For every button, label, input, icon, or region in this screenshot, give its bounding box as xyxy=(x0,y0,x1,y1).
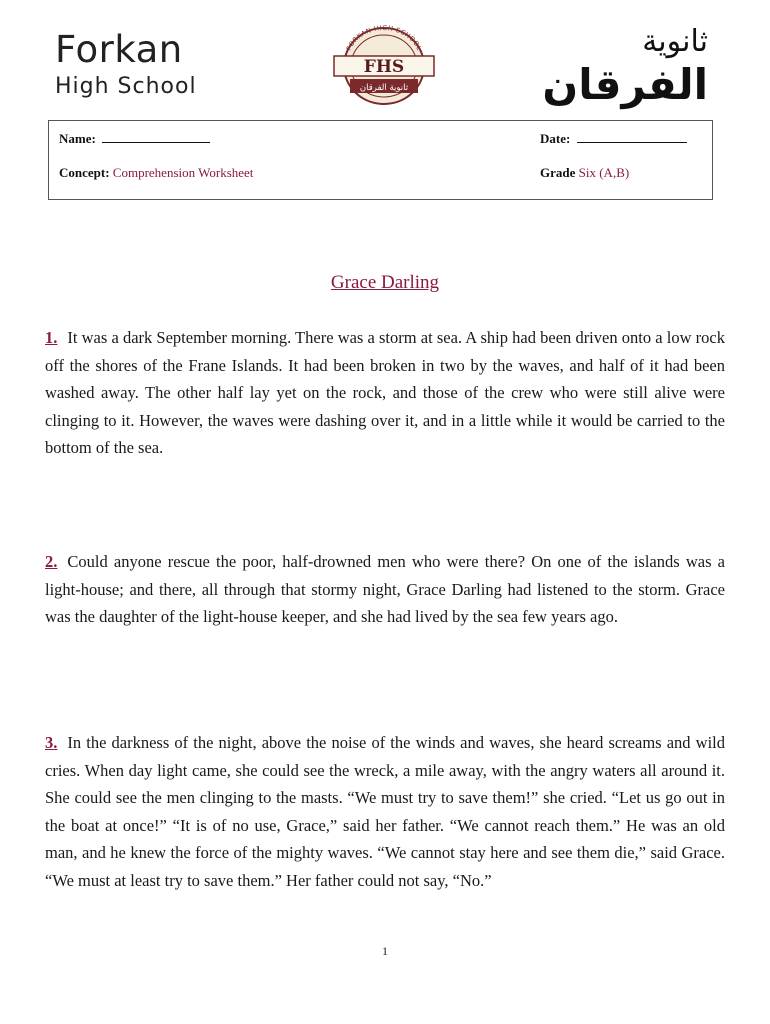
arabic-line-1: ثانوية xyxy=(642,24,708,59)
paragraph-number: 3. xyxy=(45,733,58,752)
student-info-box xyxy=(48,120,713,200)
name-field xyxy=(59,131,210,147)
seal-arabic-text: ثانوية الفرقان xyxy=(359,83,409,93)
school-name: Forkan xyxy=(55,28,183,71)
paragraph-text: It was a dark September morning. There was a storm at sea. A ship had been driven onto a low rock off the shores of the Frane Islands. It had been broken in two by the waves, and half of it had been washed away. The other half lay yet on the rock, and those of the crew who were still alive were clinging to it. However, the waves were dashing over it, and in a little while it would be carried to the bottom of the sea. xyxy=(45,328,725,457)
seal-initials: FHS xyxy=(363,57,405,77)
paragraph-2 xyxy=(45,548,725,631)
school-subtitle: High School xyxy=(55,74,197,99)
paragraph-text: Could anyone rescue the poor, half-drowned men who were there? On one of the islands was a light-house; and there, all through that stormy night, Grace Darling had listened to the storm. Grace was the daughter of the light-house keeper, and she had lived by the sea few years ago. xyxy=(45,552,725,626)
worksheet-title: Grace Darling xyxy=(330,272,440,293)
grade-label: Grade xyxy=(540,165,576,180)
paragraph-3 xyxy=(45,729,725,894)
seal-top-text: FORKAN HIGH SCHOOL xyxy=(344,23,424,52)
paragraph-number: 1. xyxy=(45,328,58,347)
page-number: 1 xyxy=(382,944,388,958)
arabic-line-2: الفرقان xyxy=(542,60,708,109)
concept-field xyxy=(59,165,253,181)
name-blank-line[interactable] xyxy=(102,131,210,143)
paragraph-text: In the darkness of the night, above the noise of the winds and waves, she heard screams and wild cries. When day light came, she could see the wreck, a mile away, with the angry waters all around it. She could see the men clinging to the masts. “We must try to save them!” she cried. “Let us go out in the boat at once!” “It is of no use, Grace,” said her father. “We cannot reach them.” He was an old man, and he knew the force of the mighty waves. “We cannot stay here and see them die,” said Grace. “We must at least try to save them.” Her father could not say, “No.” xyxy=(45,733,725,890)
date-field xyxy=(540,131,687,147)
concept-value: Comprehension Worksheet xyxy=(112,165,254,180)
paragraph-1 xyxy=(45,324,725,462)
paragraph-number: 2. xyxy=(45,552,58,571)
arabic-school-name xyxy=(542,24,708,110)
concept-label: Concept: xyxy=(59,165,110,180)
date-blank-line[interactable] xyxy=(577,131,687,143)
school-seal-logo xyxy=(330,22,438,108)
name-label: Name: xyxy=(59,131,96,146)
date-label: Date: xyxy=(540,131,571,146)
grade-value: Six (A,B) xyxy=(578,165,630,180)
grade-field xyxy=(540,165,629,181)
school-brand xyxy=(55,30,197,100)
